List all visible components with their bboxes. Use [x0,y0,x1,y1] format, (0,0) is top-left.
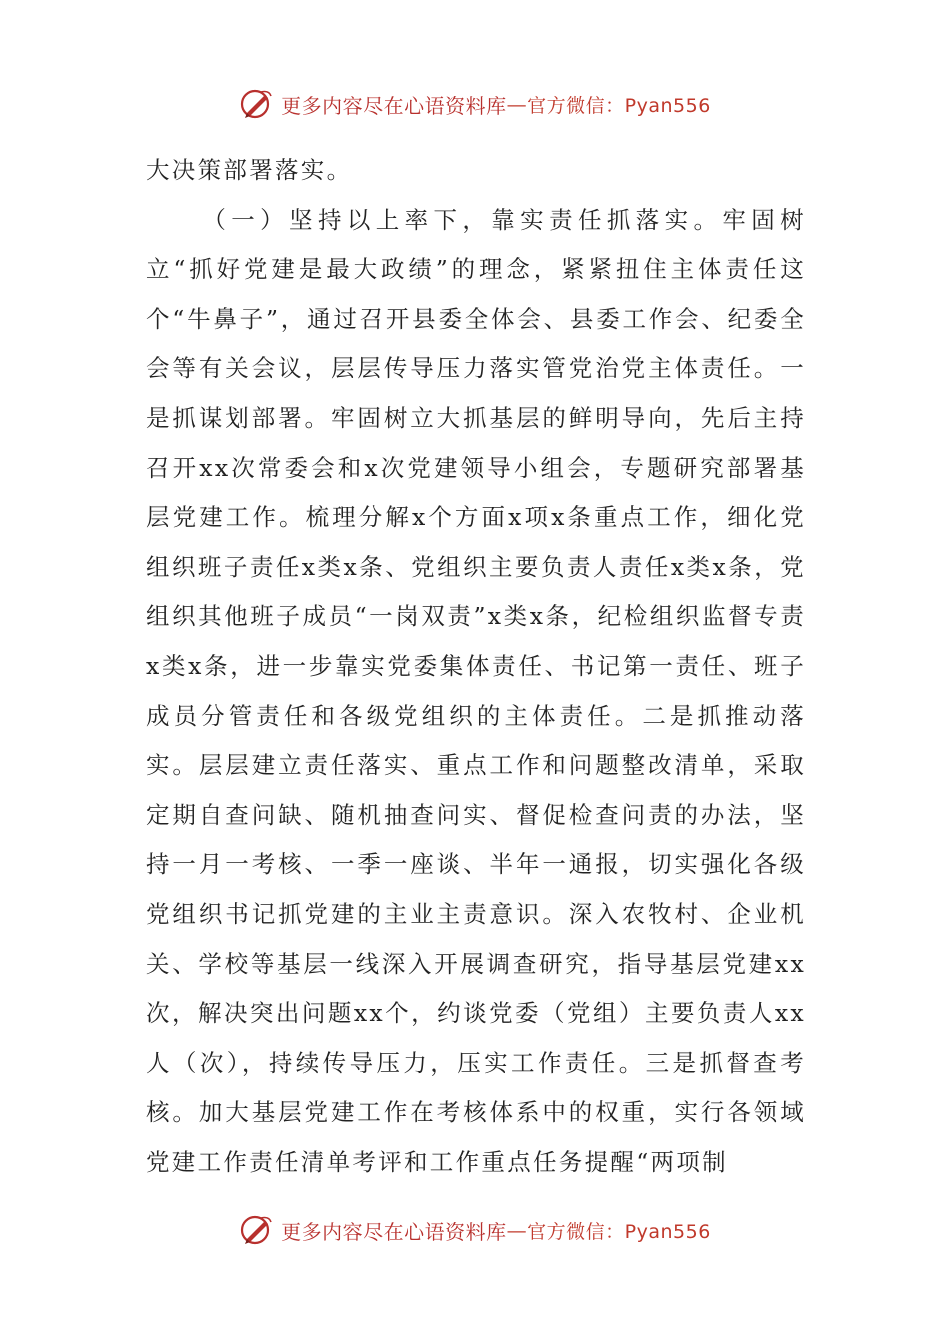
paragraph-section-one: （一）坚持以上率下，靠实责任抓落实。牢固树立“抓好党建是最大政绩”的理念，紧紧扭住主体责任这个“牛鼻子”，通过召开县委全体会、县委工作会、纪委全会等有关会议，层层传导压力落实管党治党主体责任。一是抓谋划部署。牢固树立大抓基层的鲜明导向，先后主持召开xx次常委会和x次党建领导小组会，专题研究部署基层党建工作。梳理分解x个方面x项x条重点工作，细化党组织班子责任x类x条、党组织主要负责人责任x类x条，党组织其他班子成员“一岗双责”x类x条，纪检组织监督专责x类x条，进一步靠实党委集体责任、书记第一责任、班子成员分管责任和各级党组织的主体责任。二是抓推动落实。层层建立责任落实、重点工作和问题整改清单，采取定期自查问缺、随机抽查问实、督促检查问责的办法，坚持一月一考核、一季一座谈、半年一通报，切实强化各级党组织书记抓党建的主业主责意识。深入农牧村、企业机关、学校等基层一线深入开展调查研究，指导基层党建xx次，解决突出问题xx个，约谈党委（党组）主要负责人xx人（次），持续传导压力，压实工作责任。三是抓督查考核。加大基层党建工作在考核体系中的权重，实行各领域党建工作责任清单考评和工作重点任务提醒“两项制 [146,205,806,1176]
watermark-footer [0,1210,950,1250]
paragraph-continuation: 大决策部署落实。 [146,156,353,184]
watermark-wechat: 官方微信：Pyan556 [527,94,711,117]
watermark-wechat: 官方微信：Pyan556 [527,1220,711,1243]
watermark-header [0,84,950,124]
watermark-text: 更多内容尽在心语资料库 [281,1219,507,1244]
document-body [146,146,806,1187]
pen-logo-icon [239,1212,275,1248]
watermark-text: 更多内容尽在心语资料库 [281,93,507,118]
watermark-separator: — [506,1218,528,1242]
watermark-separator: — [506,92,528,116]
pen-logo-icon [239,86,275,122]
